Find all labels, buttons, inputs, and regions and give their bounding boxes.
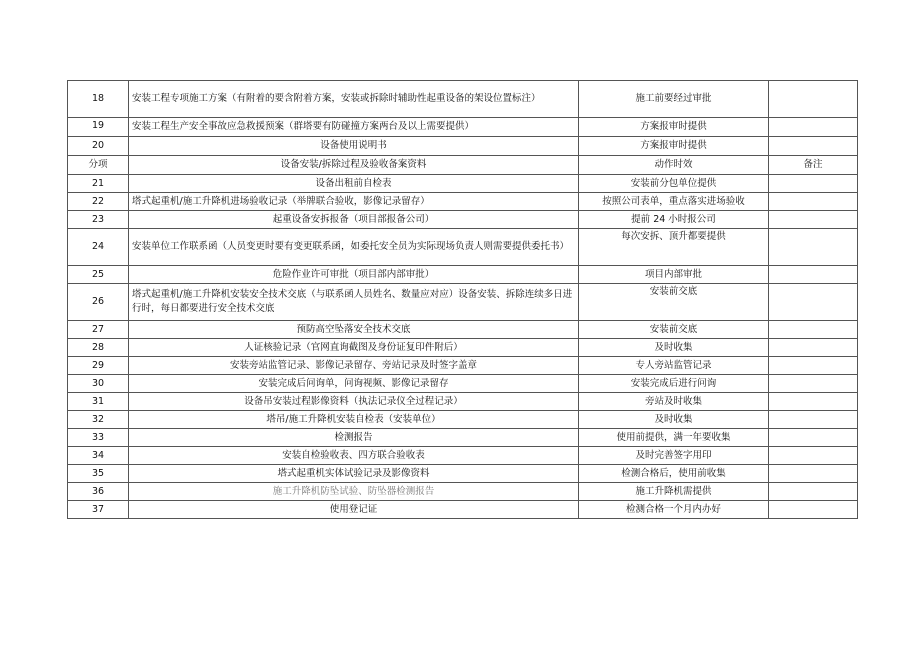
row-item: 塔式起重机/施工升降机进场验收记录（举牌联合验收，影像记录留存） (129, 193, 579, 211)
row-note (769, 357, 858, 375)
header-col-materials: 设备安装/拆除过程及验收备案资料 (129, 156, 579, 175)
row-number: 28 (68, 339, 129, 357)
row-item: 设备出租前自检表 (129, 175, 579, 193)
row-number: 24 (68, 229, 129, 266)
document-table (67, 80, 858, 519)
table-row (68, 266, 858, 284)
table-row (68, 339, 858, 357)
table-row (68, 229, 858, 266)
row-time: 按照公司表单，重点落实进场验收 (579, 193, 769, 211)
row-number: 20 (68, 137, 129, 156)
section-header-row (68, 156, 858, 175)
row-time: 及时完善签字用印 (579, 447, 769, 465)
table-row (68, 411, 858, 429)
row-number: 25 (68, 266, 129, 284)
row-time: 及时收集 (579, 411, 769, 429)
row-number: 27 (68, 321, 129, 339)
row-number: 31 (68, 393, 129, 411)
row-time: 施工升降机需提供 (579, 483, 769, 501)
row-time: 安装完成后进行问询 (579, 375, 769, 393)
row-note (769, 447, 858, 465)
row-note (769, 501, 858, 519)
header-col-remarks: 备注 (769, 156, 858, 175)
row-time: 及时收集 (579, 339, 769, 357)
table-row (68, 81, 858, 118)
row-item: 安装单位工作联系函（人员变更时要有变更联系函，如委托安全员为实际现场负责人则需要提供委托书） (129, 229, 579, 266)
row-item: 危险作业许可审批（项目部内部审批） (129, 266, 579, 284)
row-number: 26 (68, 284, 129, 321)
row-item: 人证核验记录（官网直询截图及身份证复印件附后） (129, 339, 579, 357)
row-number: 19 (68, 118, 129, 137)
row-time: 旁站及时收集 (579, 393, 769, 411)
row-time: 项目内部审批 (579, 266, 769, 284)
row-time: 安装前交底 (579, 321, 769, 339)
row-item: 施工升降机防坠试验、防坠器检测报告 (129, 483, 579, 501)
row-time: 提前 24 小时报公司 (579, 211, 769, 229)
row-item: 使用登记证 (129, 501, 579, 519)
row-time: 专人旁站监管记录 (579, 357, 769, 375)
row-time: 方案报审时提供 (579, 137, 769, 156)
table-row (68, 375, 858, 393)
row-note (769, 339, 858, 357)
row-number: 29 (68, 357, 129, 375)
row-time: 安装前分包单位提供 (579, 175, 769, 193)
row-time: 施工前要经过审批 (579, 81, 769, 118)
table-row (68, 393, 858, 411)
row-note (769, 321, 858, 339)
row-number: 21 (68, 175, 129, 193)
table-row (68, 357, 858, 375)
row-number: 18 (68, 81, 129, 118)
row-note (769, 483, 858, 501)
row-number: 34 (68, 447, 129, 465)
row-number: 37 (68, 501, 129, 519)
row-item: 安装旁站监管记录、影像记录留存、旁站记录及时签字盖章 (129, 357, 579, 375)
table-row (68, 193, 858, 211)
row-note (769, 393, 858, 411)
table-row (68, 465, 858, 483)
row-item: 塔式起重机/施工升降机安装安全技术交底（与联系函人员姓名、数量应对应）设备安装、拆除连续多日进行时，每日都要进行安全技术交底 (129, 284, 579, 321)
row-item: 检测报告 (129, 429, 579, 447)
row-item: 起重设备安拆报备（项目部报备公司） (129, 211, 579, 229)
row-number: 33 (68, 429, 129, 447)
row-time: 检测合格一个月内办好 (579, 501, 769, 519)
row-time: 每次安拆、顶升都要提供 (579, 229, 769, 266)
table-row (68, 137, 858, 156)
row-item: 设备使用说明书 (129, 137, 579, 156)
table-row (68, 447, 858, 465)
header-col-timing: 动作时效 (579, 156, 769, 175)
table-row (68, 429, 858, 447)
row-note (769, 465, 858, 483)
table-row (68, 483, 858, 501)
row-number: 22 (68, 193, 129, 211)
row-time: 使用前提供，满一年要收集 (579, 429, 769, 447)
table-row (68, 501, 858, 519)
table-row (68, 321, 858, 339)
row-item: 预防高空坠落安全技术交底 (129, 321, 579, 339)
row-item: 安装自检验收表、四方联合验收表 (129, 447, 579, 465)
row-note (769, 211, 858, 229)
row-item: 安装完成后问询单，问询视频、影像记录留存 (129, 375, 579, 393)
row-item: 设备吊安装过程影像资料（执法记录仪全过程记录） (129, 393, 579, 411)
row-note (769, 81, 858, 118)
row-number: 35 (68, 465, 129, 483)
row-number: 32 (68, 411, 129, 429)
row-item: 塔式起重机实体试验记录及影像资料 (129, 465, 579, 483)
row-item: 安装工程专项施工方案（有附着的要含附着方案，安装或拆除时辅助性起重设备的架设位置标注） (129, 81, 579, 118)
table-row (68, 211, 858, 229)
row-note (769, 284, 858, 321)
row-time: 检测合格后，使用前收集 (579, 465, 769, 483)
row-number: 23 (68, 211, 129, 229)
row-time: 方案报审时提供 (579, 118, 769, 137)
row-note (769, 175, 858, 193)
row-note (769, 193, 858, 211)
table-row (68, 284, 858, 321)
row-note (769, 411, 858, 429)
row-time: 安装前交底 (579, 284, 769, 321)
row-note (769, 375, 858, 393)
row-note (769, 137, 858, 156)
table-row (68, 118, 858, 137)
table-row (68, 175, 858, 193)
row-number: 36 (68, 483, 129, 501)
row-item: 安装工程生产安全事故应急救援预案（群塔要有防碰撞方案两台及以上需要提供） (129, 118, 579, 137)
row-item: 塔吊/施工升降机安装自检表（安装单位） (129, 411, 579, 429)
row-note (769, 429, 858, 447)
row-note (769, 118, 858, 137)
row-number: 30 (68, 375, 129, 393)
header-col-category: 分项 (68, 156, 129, 175)
row-note (769, 266, 858, 284)
row-note (769, 229, 858, 266)
